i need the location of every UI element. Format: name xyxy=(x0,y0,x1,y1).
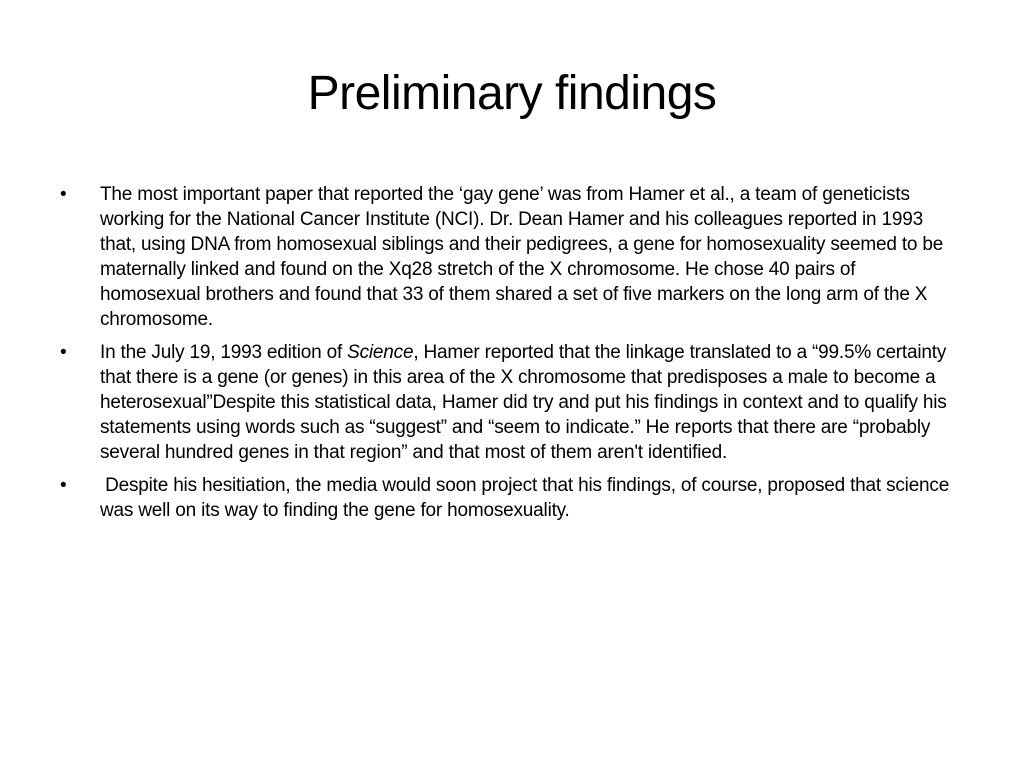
bullet-text: Despite his hesitiation, the media would soon project that his findings, of course, proposed that science was well on its way to finding the gene for homosexuality. xyxy=(100,475,955,521)
bullet-text: The most important paper that reported the ‘gay gene’ was from Hamer et al., a team of geneticists working for the National Cancer Institute (NCI). Dr. Dean Hamer and his colleagues reported in 1993 that, using DNA from homosexual siblings and their pedigrees, a gene for homosexuality seemed to be maternally linked and found on the Xq28 stretch of the X chromosome. He chose 40 pairs of homosexual brothers and found that 33 of them shared a set of five markers on the long arm of the X chromosome. xyxy=(100,184,944,330)
slide-title: Preliminary findings xyxy=(307,67,717,120)
journal-name-italic: Science xyxy=(347,342,414,363)
bullet-item-1 xyxy=(60,182,960,332)
bullet-dot-icon: • xyxy=(60,475,67,496)
bullet-dot-icon: • xyxy=(60,184,67,205)
bullet-text-after: , Hamer reported that the linkage translated to a “99.5% certainty that there is a gene (or genes) in this area of the X chromosome that predisposes a male to become a heterosexual”Despite this statistical data, Hamer did try and put his findings in context and to qualify his statements using words such as “suggest” and “seem to indicate.” He reports that there are “probably several hundred genes in that region” and that most of them aren't identified. xyxy=(100,342,947,463)
bullet-list xyxy=(60,182,960,531)
bullet-dot-icon: • xyxy=(60,342,67,363)
bullet-text xyxy=(100,340,960,465)
bullet-item-3 xyxy=(60,473,960,523)
bullet-item-2 xyxy=(60,340,960,465)
bullet-text-before: In the July 19, 1993 edition of xyxy=(100,342,348,363)
